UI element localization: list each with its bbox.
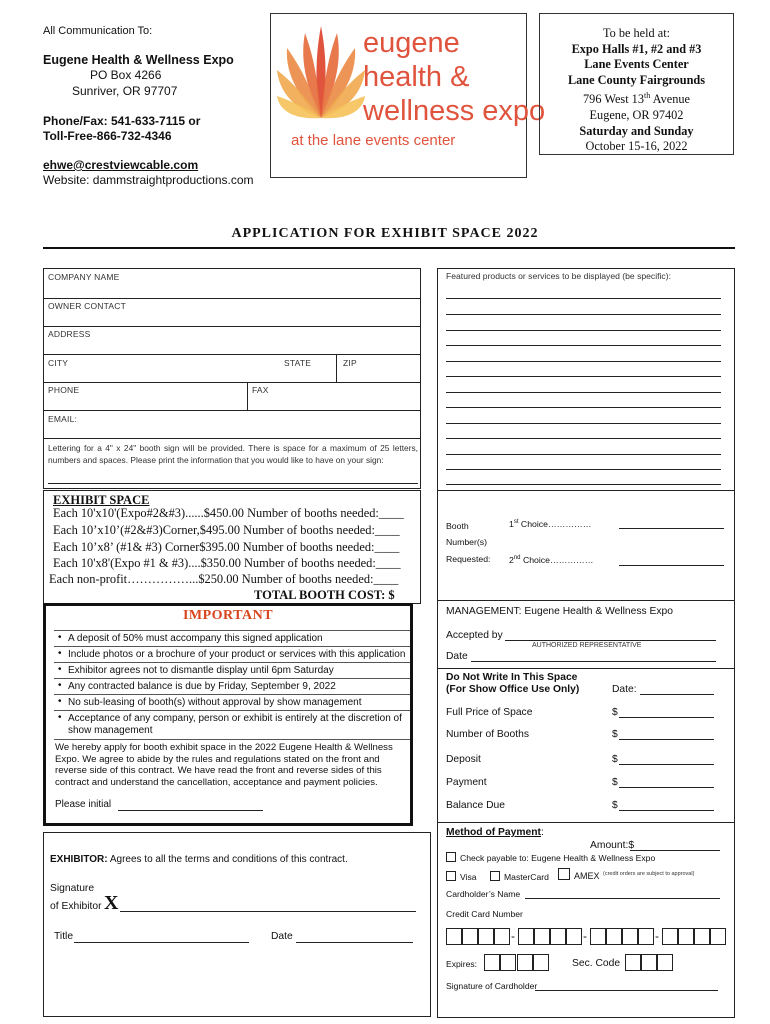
first-choice-line[interactable] [619,528,724,529]
cardholder-signature-line[interactable] [535,990,718,991]
mastercard-checkbox[interactable] [490,871,500,881]
management-heading: MANAGEMENT: Eugene Health & Wellness Expo [446,606,674,617]
amount-label: Amount:$ [590,840,635,851]
featured-products-label: Featured products or services to be displayed (be specific): [446,271,671,281]
zip-label: ZIP [343,358,357,368]
management-date-label: Date [446,651,468,662]
second-choice-line[interactable] [619,565,724,566]
featured-line[interactable] [446,392,721,393]
exhibitor-agreement: EXHIBITOR: Agrees to all the terms and conditions of this contract. [50,854,348,865]
dollar-sign: $ [612,800,618,811]
important-bullet: • Acceptance of any company, person or exhibit is entirely at the discretion of show management [54,710,410,740]
booth-label: Booth [446,521,469,531]
event-halls: Expo Halls #1, #2 and #3 [571,41,702,56]
title-line[interactable] [74,942,249,943]
logo-line-3: wellness expo [363,95,546,127]
featured-line[interactable] [446,407,721,408]
event-dates: October 15-16, 2022 [585,139,688,154]
visa-option[interactable]: Visa [446,871,477,882]
second-choice-label: 2nd Choice…………… [509,555,594,565]
organizer-phone: Phone/Fax: 541-633-7115 or [43,114,201,128]
amount-line[interactable] [630,850,720,851]
address-field[interactable] [48,339,416,353]
full-price-line[interactable] [619,717,714,718]
communication-to-label: All Communication To: [43,25,153,37]
accepted-by-line[interactable] [505,640,716,641]
expires-label: Expires: [446,959,478,969]
initial-line[interactable] [118,810,263,811]
full-price-label: Full Price of Space [446,707,533,718]
organizer-city: Sunriver, OR 97707 [72,84,178,98]
booth-requested-label: Requested: [446,554,491,564]
title-label: Title [54,931,74,942]
state-field[interactable] [284,368,334,382]
featured-line[interactable] [446,361,721,362]
important-bullet: • A deposit of 50% must accompany this signed application [54,630,410,645]
section-divider [437,600,735,601]
booth-option-2: Each 10’x10’(#2&#3)Corner,$495.00 Number of booths needed:____ [53,523,400,537]
authorized-rep-label: AUTHORIZED REPRESENTATIVE [532,642,642,649]
owner-contact-field[interactable] [48,311,416,325]
check-checkbox[interactable] [446,852,456,862]
email-label: EMAIL: [48,414,78,424]
contact-form [43,268,421,489]
deposit-line[interactable] [619,764,714,765]
featured-line[interactable] [446,469,721,470]
lotus-flower-icon [277,18,365,128]
first-choice-label: 1st Choice…………… [509,519,592,529]
held-at-label: To be held at: [602,26,671,40]
booth-option-4: Each 10'x8'(Expo #1 & #3)....$350.00 Number of booths needed:____ [53,556,401,570]
company-name-label: COMPANY NAME [48,272,120,282]
event-city: Eugene, OR 97402 [589,108,684,123]
exhibit-space-section [43,490,421,604]
event-fairgrounds: Lane County Fairgrounds [567,72,706,87]
num-booths-label: Number of Booths [446,729,529,740]
signature-x-mark: X [104,892,119,914]
event-days: Saturday and Sunday [579,123,694,138]
phone-field[interactable] [48,395,243,409]
important-section [43,603,413,826]
sec-code-label: Sec. Code [572,958,621,969]
balance-due-label: Balance Due [446,800,505,811]
card-number-label: Credit Card Number [446,909,523,919]
visa-checkbox[interactable] [446,871,456,881]
booth-numbers-label: Number(s) [446,537,488,547]
agreement-text: We hereby apply for booth exhibit space in the 2022 Eugene Health & Wellness Expo. We agree to abide by the rules and regulations stated on the front and reverse side of this contract. We have read the front and reverse sides of this contract and understand the cancellation, acceptance and payment policies. [55,742,393,788]
zip-field[interactable] [343,368,416,382]
city-field[interactable] [48,368,278,382]
section-divider [437,490,735,491]
organizer-name: Eugene Health & Wellness Expo [43,53,234,67]
featured-line[interactable] [446,438,721,439]
featured-line[interactable] [446,345,721,346]
exhibitor-date-line[interactable] [296,942,413,943]
management-date-line[interactable] [471,661,716,662]
expo-logo [270,13,546,178]
important-title: IMPORTANT [182,608,274,623]
featured-line[interactable] [446,298,721,299]
amex-checkbox[interactable] [558,868,570,880]
initial-label: Please initial [55,799,112,810]
important-bullet: • Any contracted balance is due by Friday, September 9, 2022 [54,678,410,693]
amex-option[interactable]: AMEX [558,868,600,881]
payment-method-heading: Method of Payment: [446,827,544,838]
featured-line[interactable] [446,330,721,331]
dollar-sign: $ [612,754,618,765]
cardholder-name-line[interactable] [525,898,720,899]
dollar-sign: $ [612,729,618,740]
featured-line[interactable] [446,454,721,455]
exhibit-space-title: EXHIBIT SPACE [53,493,150,507]
city-label: CITY [48,358,69,368]
organizer-website: Website: dammstraightproductions.com [43,173,254,187]
credit-approval-note: (credit orders are subject to approval) [603,871,695,877]
dollar-sign: $ [612,707,618,718]
exhibitor-signature-section [43,832,431,1017]
phone-label: PHONE [48,385,80,395]
num-booths-line[interactable] [619,739,714,740]
accepted-by-label: Accepted by [446,630,503,641]
featured-line[interactable] [446,423,721,424]
section-divider [437,822,735,823]
section-divider [437,668,735,669]
booth-option-1: Each 10'x10'(Expo#2&#3)......$450.00 Number of booths needed:____ [53,506,404,520]
sign-text-line[interactable] [48,483,418,484]
fax-label: FAX [252,385,269,395]
company-name-field[interactable] [48,283,416,297]
dollar-sign: $ [612,777,618,788]
state-label: STATE [284,358,312,368]
page-title: APPLICATION FOR EXHIBIT SPACE 2022 [231,226,539,241]
featured-line[interactable] [446,376,721,377]
event-address: 796 West 13th Avenue [583,91,690,107]
total-booth-cost: TOTAL BOOTH COST: $ [254,588,395,602]
office-date-label: Date: [612,684,637,695]
featured-line[interactable] [446,484,721,485]
important-bullet: • No sub-leasing of booth(s) without approval by show management [54,694,410,709]
owner-contact-label: OWNER CONTACT [48,301,126,311]
email-field[interactable] [80,411,416,425]
exhibitor-date-label: Date [271,931,293,942]
title-divider [43,247,735,249]
address-label: ADDRESS [48,329,91,339]
deposit-label: Deposit [446,754,481,765]
event-venue: Lane Events Center [584,57,689,72]
cardholder-signature-label: Signature of Cardholder [446,981,538,991]
featured-line[interactable] [446,314,721,315]
sign-lettering-note: Lettering for a 4" x 24" booth sign will be provided. There is space for a maximum of 25 letters, numbers and spaces. Please print the information that you would like to have on your sign: [48,443,418,465]
important-bullet: • Exhibitor agrees not to dismantle display until 6pm Saturday [54,662,410,677]
exhibitor-signature-line[interactable] [120,911,416,912]
office-use-heading: Do Not Write In This Space [446,672,578,683]
fax-field[interactable] [252,395,416,409]
office-date-line[interactable] [640,694,714,695]
logo-tagline: at the lane events center [291,132,456,149]
logo-line-1: eugene [363,27,460,59]
organizer-email-link[interactable]: ehwe@crestviewcable.com [43,158,199,172]
booth-option-nonprofit: Each non-profit……………...$250.00 Number of booths needed:____ [49,572,399,586]
of-exhibitor-label: of Exhibitor [50,901,102,912]
logo-line-2: health & [363,61,470,93]
office-use-subheading: (For Show Office Use Only) [446,684,580,695]
event-info-box [539,13,734,155]
important-bullet: • Include photos or a brochure of your product or services with this application [54,646,410,661]
payment-label: Payment [446,777,487,788]
organizer-po-box: PO Box 4266 [90,68,162,82]
mastercard-option[interactable]: MasterCard [490,871,549,882]
signature-label: Signature [50,883,95,894]
balance-due-line[interactable] [619,810,714,811]
check-option[interactable]: Check payable to: Eugene Health & Wellness Expo [446,852,655,863]
payment-line[interactable] [619,787,714,788]
cardholder-name-label: Cardholder’s Name [446,889,521,899]
booth-option-3: Each 10’x8’ (#1& #3) Corner$395.00 Number of booths needed:____ [53,540,400,554]
organizer-toll-free: Toll-Free-866-732-4346 [43,129,172,143]
